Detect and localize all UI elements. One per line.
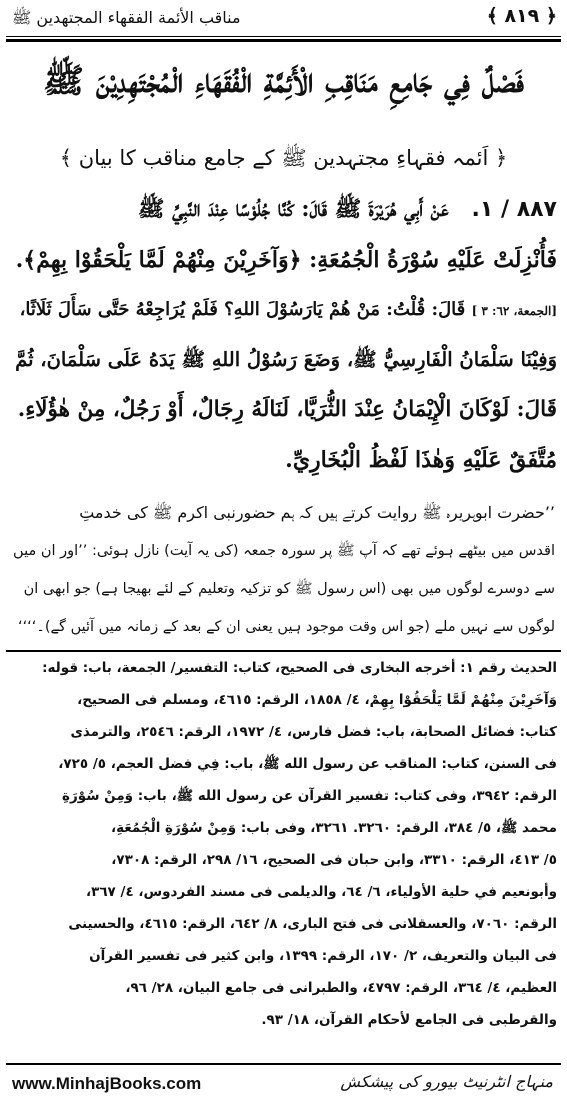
footnote-line: محمد ﷺ، ٥/ ٣٨٤، الرقم: ٣٢٦٠. ٣٢٦١، وفی باب: وَمِنْ سُوْرَةِ الْجُمُعَةِ،	[110, 820, 557, 836]
quran-reference: [الجمعة، ٦٢: ٣ ]	[471, 304, 557, 318]
section-subtitle: ﴿ اَئمہ فقہاءِ مجتہدین ﷺ کے جامع مناقب کا بیان ﴾	[59, 146, 508, 170]
hadith-line: وَفِيْنَا سَلْمَانُ الْفَارِسِيُّ ﷺ، وَضَعَ رَسُوْلُ اللهِ ﷺ يَدَهُ عَلَى سَلْمَانَ، ثُمَّ	[15, 348, 557, 371]
footnote-line: العظيم، ٤/ ٣٦٤، الرقم: ٤٧٩٧، والطبرانی فی جامع البيان، ٢٨/ ٩٦،	[125, 980, 557, 996]
section-title: فَصْلٌ فِي جَامِعِ مَنَاقِبِ الْأَئِمَّةِ الْفُقَهَاءِ الْمُجْتَهِدِيْنَ ﷺ	[43, 61, 524, 101]
footer-rule	[6, 1063, 561, 1065]
hadith-number: ٨٨٧ / ١.	[471, 197, 557, 222]
page-number: ﴿ ٨١٩ ﴾	[486, 5, 557, 27]
translation-line: ’’حضرت ابوہریرہ ﷺ روایت کرتے ہیں کہ ہم حضورنبی اکرم ﷺ کی خدمتِ	[79, 503, 555, 522]
footnote-line: وَآخَرِيْنَ مِنْهُمْ لَمَّا يَلْحَقُوْا بِهِمْ، ٤/ ١٨٥٨، الرقم: ٤٦١٥، ومسلم فی الصحيح،	[77, 692, 557, 708]
footnote-line: ٥/ ٤١٣، الرقم: ٣٣١٠، وابن حبان فی الصحيح، ١٦/ ٢٩٨، الرقم: ٧٣٠٨،	[111, 852, 557, 868]
footnote-line: فی السنن، كتاب: المناقب عن رسول الله ﷺ، باب: فِي فضل العجم، ٥/ ٧٢٥،	[58, 756, 557, 772]
header-rule-thin	[6, 36, 561, 37]
hadith-line: فَأُنْزِلَتْ عَلَيْهِ سُوْرَةُ الْجُمُعَةِ: ﴿وَآخَرِيْنَ مِنْهُمْ لَمَّا يَلْحَقُوْا بِهِمْ﴾.	[15, 247, 557, 273]
footnote-line: فی البيان والتعريف، ٢/ ١٧٠، الرقم: ١٣٩٩، وابن كثير فی تفسير القرآن	[89, 948, 557, 964]
translation-line: سے دوسرے لوگوں میں بھی (اس رسول ﷺ کو تزکیہ وتعلیم کے لئے بھیجا ہے) جو ابھی ان	[23, 581, 555, 597]
publisher-credit: منہاج انٹرنیٹ بیورو کی پیشکش	[340, 1072, 553, 1091]
header-rule-thick	[6, 39, 561, 42]
hadith-source: مُتَّفَقٌ عَلَيْهِ وَهٰذَا لَفْظُ الْبُخَارِيِّ.	[285, 447, 557, 473]
footnote-line: الرقم: ٧٠٦٠، والعسقلانی فی فتح الباری، ٨/ ٦٤٢، الرقم: ٤٦١٥، والحسينی	[68, 916, 557, 932]
translation-line: لوگوں سے نہیں ملے (جو اس وقت موجود ہیں یعنی ان کے بعد کے زمانہ میں آئیں گے)۔‘‘‘‘	[17, 619, 555, 635]
hadith-line: قَالَ: لَوْكَانَ الْإِيْمَانُ عِنْدَ الثُّرَيَّا، لَنَالَهُ رِجَالٌ، أَوْ رَجُلٌ، مِنْ هٰؤُلَاءِ.	[17, 397, 557, 422]
page-header	[6, 2, 561, 36]
running-title: مناقب الأئمة الفقهاء المجتهدين ﷺ	[12, 8, 241, 27]
hadith-line: ٨٨٧ / ١. عَنْ أَبِي هُرَيْرَةَ ﷺ قَالَ: كُنَّا جُلُوْسًا عِنْدَ النَّبِيِّ ﷺ	[137, 196, 557, 222]
hadith-line: [الجمعة، ٦٢: ٣ ] قَالَ: قُلْتُ: مَنْ هُمْ يَارَسُوْلَ اللهِ؟ فَلَمْ يُرَاجِعْهُ حَتَّى سَأَلَ ثَلَاثًا،	[19, 299, 557, 320]
footnote-line: كتاب: فضائل الصحابة، باب: فضل فارس، ٤/ ١٩٧٢، الرقم: ٢٥٤٦، والترمذی	[70, 724, 557, 740]
footnote-rule	[6, 650, 561, 652]
footnote-line: والقرطبی فی الجامع لأحكام القرآن، ١٨/ ٩٣.	[261, 1012, 557, 1028]
translation-line: اقدس میں بیٹھے ہوئے تھے کہ آپ ﷺ پر سورہ جمعہ (کی یہ آیت) نازل ہوئی: ’’اور ان میں	[13, 543, 555, 559]
footnote-line: الحديث رقم ١: أخرجه البخاری فی الصحيح، كتاب: التفسير/ الجمعة، باب: قوله:	[42, 660, 557, 676]
footnote-line: وأبونعيم في حلية الأولياء، ٦/ ٦٤، والديلمی فی مسند الفردوس، ٤/ ٣٦٧،	[85, 884, 557, 900]
website-link[interactable]: www.MinhajBooks.com	[12, 1074, 202, 1093]
footnote-line: الرقم: ٣٩٤٢، وفی كتاب: تفسير القرآن عن رسول الله ﷺ، باب: وَمِنْ سُوْرَةِ	[61, 788, 557, 804]
